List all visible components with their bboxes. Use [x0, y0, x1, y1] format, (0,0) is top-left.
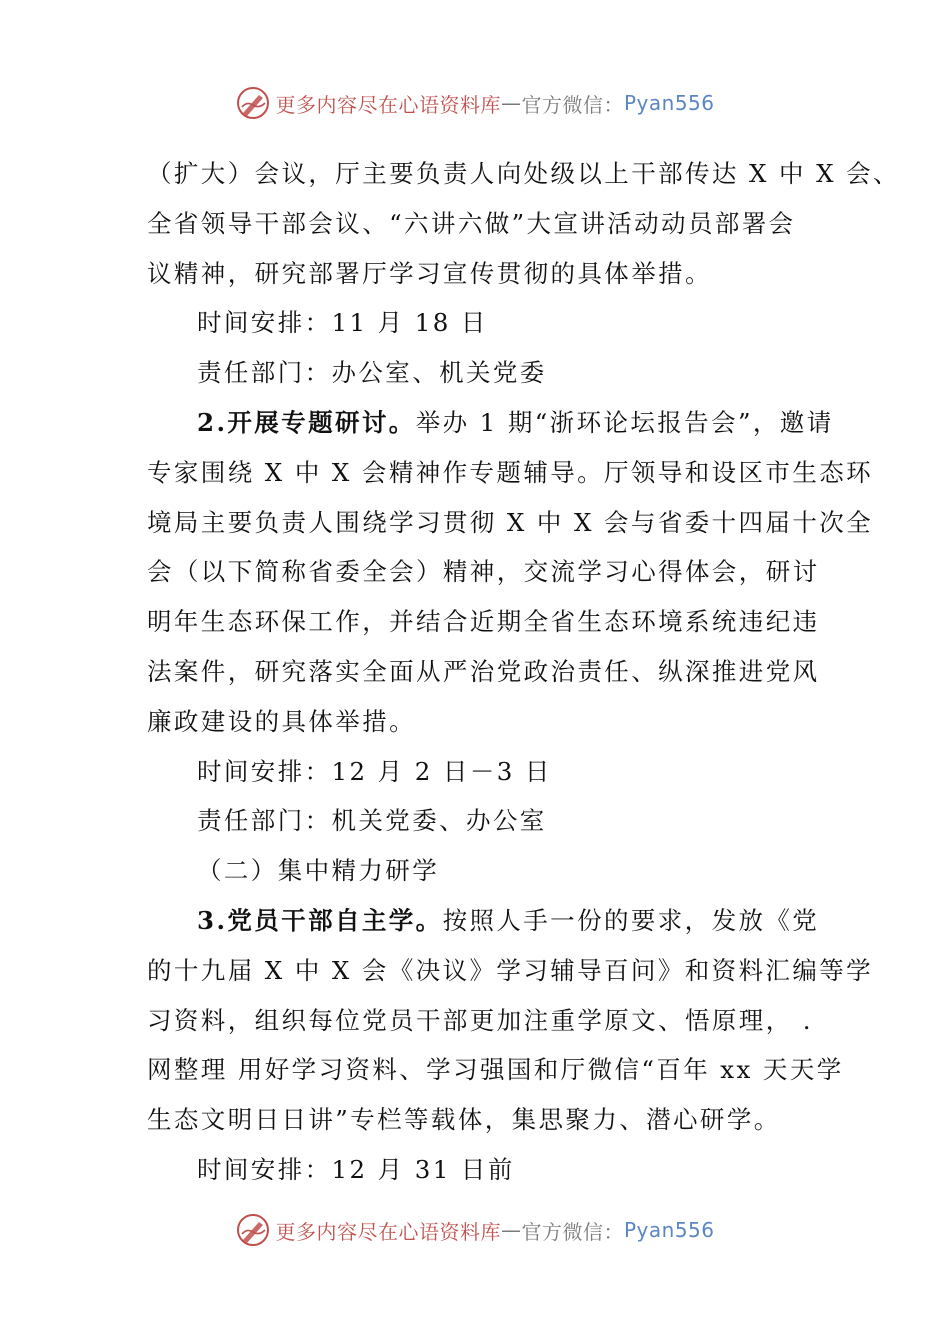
paragraph-line: 会（以下简称省委全会）精神，交流学习心得体会，研讨 [147, 557, 820, 587]
paragraph-line: 专家围绕 X 中 X 会精神作专题辅导。厅领导和设区市生态环 [147, 457, 874, 487]
paragraph-line: 的十九届 X 中 X 会《决议》学习辅导百问》和资料汇编等学 [147, 955, 874, 985]
paragraph-line: 明年生态环保工作，并结合近期全省生态环境系统违纪违 [147, 607, 820, 637]
watermark-dash: — [500, 91, 522, 115]
paragraph-line: 生态文明日日讲”专栏等载体，集思聚力、潜心研学。 [147, 1105, 781, 1135]
item-heading: 2.开展专题研讨。 [197, 407, 416, 437]
paragraph-line: 全省领导干部会议、“六讲六做”大宣讲活动动员部署会 [147, 208, 796, 238]
watermark-dash: — [500, 1218, 522, 1242]
footer-watermark [0, 1210, 950, 1250]
paragraph-first-line [147, 398, 834, 448]
paragraph-line: 境局主要负责人围绕学习贯彻 X 中 X 会与省委十四届十次全 [147, 507, 874, 537]
section-heading: （二）集中精力研学 [197, 856, 440, 886]
time-schedule: 时间安排：12 月 2 日－3 日 [197, 756, 552, 786]
paragraph-2 [147, 398, 874, 747]
watermark-wechat-label: 官方微信： [521, 1219, 624, 1244]
responsible-department: 责任部门：办公室、机关党委 [197, 358, 547, 388]
paragraph-line: 廉政建设的具体举措。 [147, 706, 416, 736]
paragraph-first-line [147, 896, 820, 946]
pen-circle-logo-icon [235, 85, 271, 121]
paragraph-line: 网整理 用好学习资料、学习强国和厅微信“百年 xx 天天学 [147, 1055, 844, 1085]
paragraph-text: 按照人手一份的要求，发放《党 [442, 905, 820, 935]
responsible-department: 责任部门：机关党委、办公室 [197, 806, 547, 836]
item-heading: 3.党员干部自主学。 [197, 905, 443, 935]
watermark-site-name: 更多内容尽在心语资料库 [275, 92, 501, 117]
paragraph-line: （扩大）会议，厅主要负责人向处级以上干部传达 X 中 X 会、 [147, 159, 900, 188]
paragraph-3 [147, 896, 874, 1145]
watermark-wechat-id: Pyan556 [623, 1218, 715, 1242]
header-watermark [0, 83, 950, 123]
watermark-site-name: 更多内容尽在心语资料库 [275, 1219, 501, 1244]
pen-circle-logo-icon [235, 1212, 271, 1248]
watermark-wechat-id: Pyan556 [623, 91, 715, 115]
watermark-wechat-label: 官方微信： [521, 92, 624, 117]
paragraph-1 [147, 149, 900, 298]
paragraph-text: 举办 1 期“浙环论坛报告会”，邀请 [415, 407, 834, 437]
time-schedule: 时间安排：12 月 31 日前 [197, 1154, 515, 1184]
time-schedule: 时间安排：11 月 18 日 [197, 308, 488, 338]
paragraph-line: 习资料，组织每位党员干部更加注重学原文、悟原理， . [147, 1005, 813, 1035]
paragraph-line: 议精神，研究部署厅学习宣传贯彻的具体举措。 [147, 258, 712, 288]
paragraph-line: 法案件，研究落实全面从严治党政治责任、纵深推进党风 [147, 656, 820, 686]
document-body [147, 149, 900, 1195]
